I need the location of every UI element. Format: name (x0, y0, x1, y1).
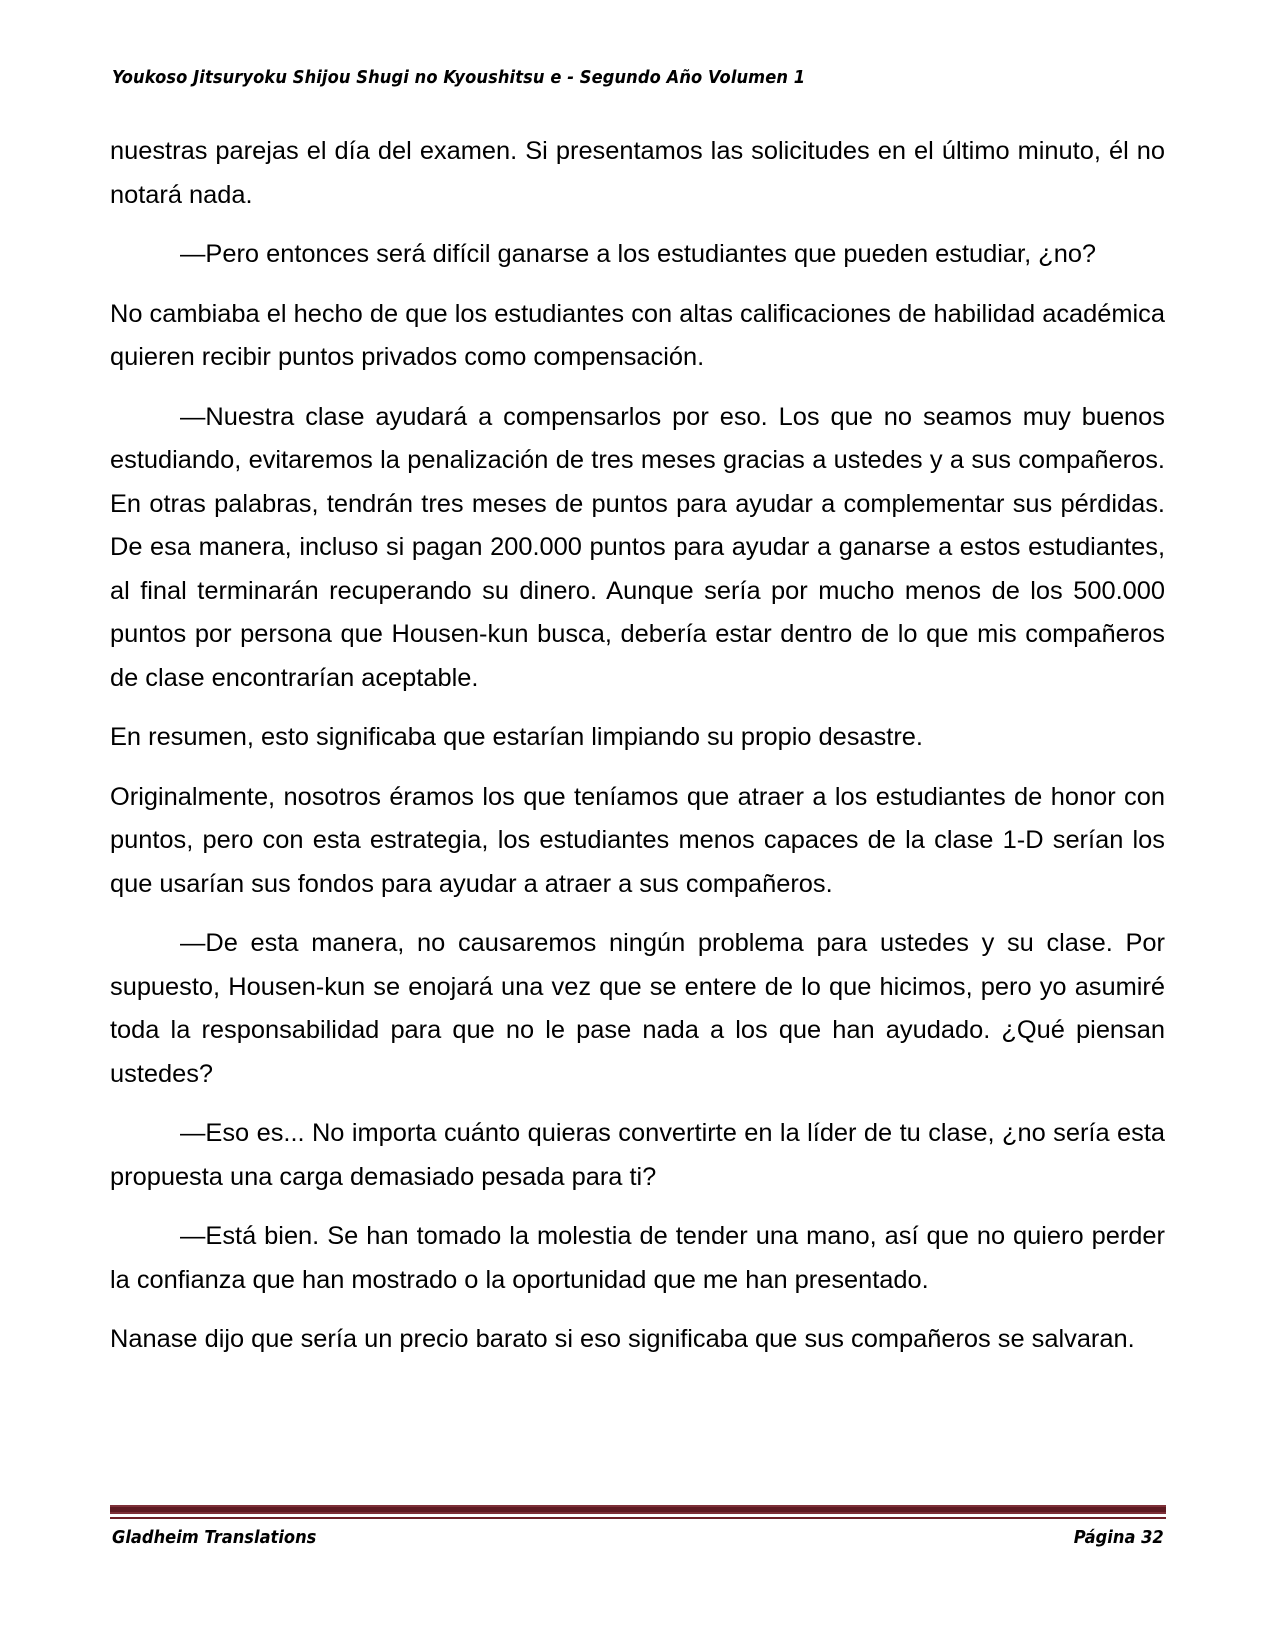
page-footer (112, 1528, 1164, 1548)
page-header (112, 68, 1164, 88)
paragraph-dialogue: —Pero entonces será difícil ganarse a los estudiantes que pueden estudiar, ¿no? (180, 240, 1097, 268)
paragraph: No cambiaba el hecho de que los estudiantes con altas calificaciones de habilidad académica quieren recibir puntos privados como compensación. (110, 299, 1165, 371)
paragraph: Originalmente, nosotros éramos los que teníamos que atraer a los estudiantes de honor con puntos, pero con esta estrategia, los estudiantes menos capaces de la clase 1-D serían los que usarían sus fondos para ayudar a atraer a sus compañeros. (110, 782, 1165, 898)
paragraph: En resumen, esto significaba que estarían limpiando su propio desastre. (110, 723, 923, 751)
paragraph-dialogue: —Eso es... No importa cuánto quieras convertirte en la líder de tu clase, ¿no sería esta propuesta una carga demasiado pesada para ti? (110, 1119, 1165, 1191)
paragraph-dialogue: —Está bien. Se han tomado la molestia de tender una mano, así que no quiero perder la confianza que han mostrado o la oportunidad que me han presentado. (110, 1222, 1165, 1294)
paragraph: Nanase dijo que sería un precio barato si eso significaba que sus compañeros se salvaran. (110, 1325, 1135, 1353)
footer-divider-rule (110, 1505, 1166, 1514)
footer-divider-thin-rule (110, 1517, 1166, 1519)
paragraph-dialogue: —De esta manera, no causaremos ningún problema para ustedes y su clase. Por supuesto, Housen-kun se enojará una vez que se entere de lo que hicimos, pero yo asumiré toda la responsabilidad para que no le pase nada a los que han ayudado. ¿Qué piensan ustedes? (110, 929, 1165, 1088)
paragraph: nuestras parejas el día del examen. Si presentamos las solicitudes en el último minuto, él no notará nada. (110, 137, 1165, 209)
footer-page-number: Página 32 (1074, 1528, 1164, 1548)
footer-translator-credit: Gladheim Translations (112, 1528, 317, 1548)
paragraph-dialogue: —Nuestra clase ayudará a compensarlos por eso. Los que no seamos muy buenos estudiando, evitaremos la penalización de tres meses gracias a ustedes y a sus compañeros. En otras palabras, tendrán tres meses de puntos para ayudar a complementar sus pérdidas. De esa manera, incluso si pagan 200.000 puntos para ayudar a ganarse a estos estudiantes, al final terminarán recuperando su dinero. Aunque sería por mucho menos de los 500.000 puntos por persona que Housen-kun busca, debería estar dentro de lo que mis compañeros de clase encontrarían aceptable. (110, 402, 1165, 692)
header-book-title: Youkoso Jitsuryoku Shijou Shugi no Kyoushitsu e - Segundo Año Volumen 1 (112, 68, 806, 88)
body-text-column (110, 130, 1165, 1378)
